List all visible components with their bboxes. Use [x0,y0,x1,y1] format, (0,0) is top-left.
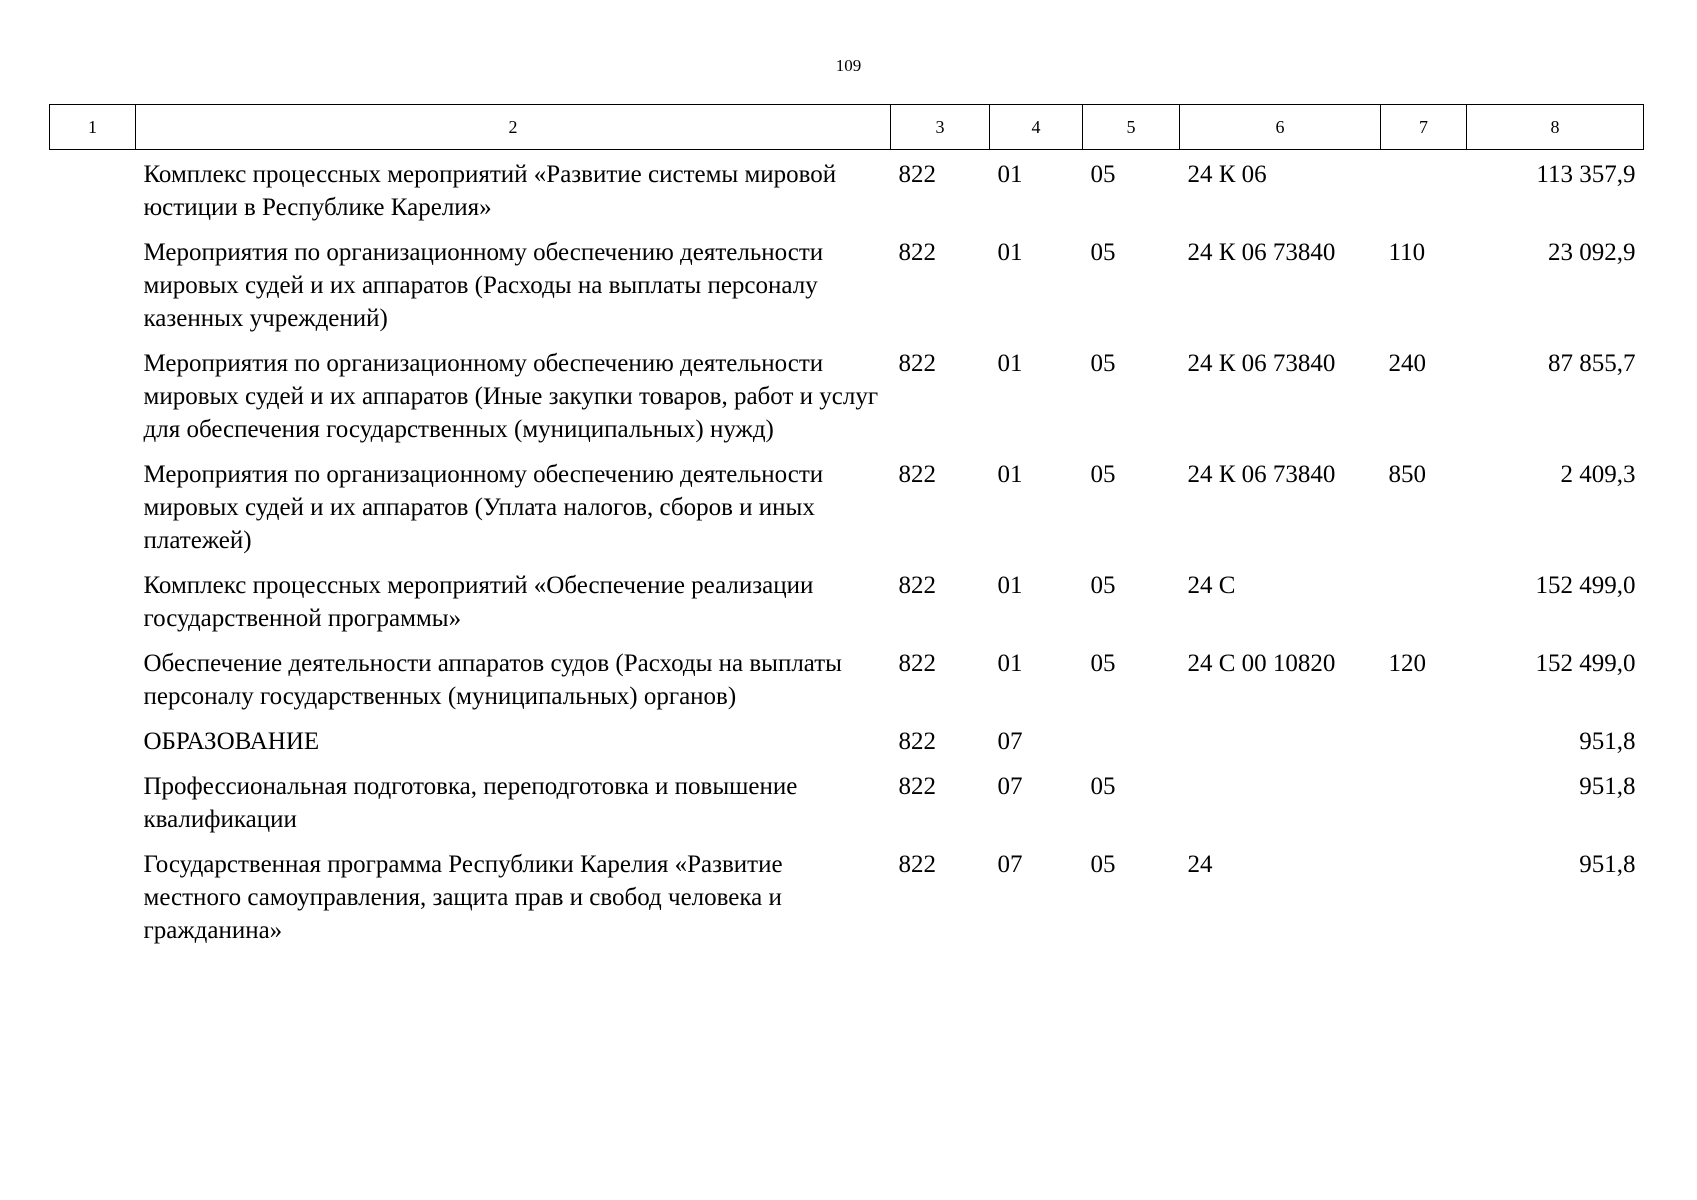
cell-name: Мероприятия по организационному обеспечению деятельности мировых судей и их аппаратов (Иные закупки товаров, работ и услуг для обеспечения государственных (муниципальных) нужд) [143,350,879,443]
cell-amount: 2 409,3 [1560,461,1636,488]
cell-target-article: 24 [1187,851,1213,878]
cell-expense-type [1381,842,1467,953]
cell-expense-type: 850 [1388,461,1426,488]
cell-expense-type: 240 [1388,350,1426,377]
cell-expense-type [1381,719,1467,764]
cell-target-article [1180,764,1381,842]
cell-subsection: 05 [1090,572,1116,599]
cell-name: Мероприятия по организационному обеспечению деятельности мировых судей и их аппаратов (Уплата налогов, сборов и иных платежей) [143,461,824,554]
cell-target-article: 24 К 06 [1187,161,1267,188]
column-header-3: 3 [891,105,990,150]
cell-number [50,764,136,842]
cell-section: 01 [997,572,1023,599]
cell-number [50,452,136,563]
cell-name: Государственная программа Республики Карелия «Развитие местного самоуправления, защита прав и свобод человека и гражданина» [143,851,783,944]
page-number: 109 [835,56,862,75]
cell-section: 07 [997,851,1023,878]
table-row [50,842,1644,953]
cell-ministry-code: 822 [898,161,936,188]
table-row [50,150,1644,231]
cell-amount: 152 499,0 [1535,572,1636,599]
cell-section: 07 [997,773,1023,800]
cell-subsection [1083,719,1180,764]
cell-ministry-code: 822 [898,650,936,677]
column-header-5: 5 [1083,105,1180,150]
cell-expense-type [1381,563,1467,641]
cell-amount: 23 092,9 [1548,239,1636,266]
cell-number [50,563,136,641]
cell-ministry-code: 822 [898,239,936,266]
cell-amount: 951,8 [1579,728,1636,755]
cell-target-article: 24 К 06 73840 [1187,350,1336,377]
cell-target-article: 24 С [1187,572,1236,599]
cell-expense-type [1381,150,1467,231]
column-header-1: 1 [50,105,136,150]
cell-amount: 951,8 [1579,851,1636,878]
cell-number [50,230,136,341]
cell-number [50,341,136,452]
cell-section: 01 [997,239,1023,266]
cell-section: 01 [997,650,1023,677]
cell-name: ОБРАЗОВАНИЕ [143,728,320,755]
cell-ministry-code: 822 [898,461,936,488]
cell-expense-type: 110 [1388,239,1426,266]
budget-table [49,104,1644,953]
header-row [50,105,1644,150]
cell-target-article: 24 К 06 73840 [1187,239,1336,266]
cell-subsection: 05 [1090,650,1116,677]
cell-ministry-code: 822 [898,728,936,755]
cell-name: Мероприятия по организационному обеспечению деятельности мировых судей и их аппаратов (Расходы на выплаты персоналу казенных учреждений) [143,239,824,332]
cell-amount: 152 499,0 [1535,650,1636,677]
table-row [50,563,1644,641]
table-row [50,641,1644,719]
column-header-4: 4 [990,105,1083,150]
cell-subsection: 05 [1090,161,1116,188]
cell-section: 07 [997,728,1023,755]
cell-ministry-code: 822 [898,572,936,599]
table-row [50,230,1644,341]
cell-target-article [1180,719,1381,764]
cell-target-article: 24 К 06 73840 [1187,461,1336,488]
cell-ministry-code: 822 [898,773,936,800]
cell-amount: 113 357,9 [1536,161,1636,188]
column-header-8: 8 [1467,105,1644,150]
cell-name: Обеспечение деятельности аппаратов судов (Расходы на выплаты персоналу государственных (муниципальных) органов) [143,650,842,710]
cell-subsection: 05 [1090,851,1116,878]
column-header-2: 2 [136,105,891,150]
cell-number [50,641,136,719]
cell-subsection: 05 [1090,350,1116,377]
cell-expense-type [1381,764,1467,842]
cell-target-article: 24 С 00 10820 [1187,650,1336,677]
cell-amount: 951,8 [1579,773,1636,800]
cell-section: 01 [997,161,1023,188]
column-header-7: 7 [1381,105,1467,150]
table-row [50,719,1644,764]
cell-expense-type: 120 [1388,650,1426,677]
cell-section: 01 [997,350,1023,377]
cell-amount: 87 855,7 [1548,350,1636,377]
table-row [50,452,1644,563]
table-row [50,341,1644,452]
cell-number [50,150,136,231]
cell-number [50,842,136,953]
cell-name: Комплекс процессных мероприятий «Развитие системы мировой юстиции в Республике Карелия» [143,161,837,221]
cell-name: Профессиональная подготовка, переподготовка и повышение квалификации [143,773,798,833]
cell-subsection: 05 [1090,461,1116,488]
cell-ministry-code: 822 [898,350,936,377]
table-row [50,764,1644,842]
cell-section: 01 [997,461,1023,488]
cell-number [50,719,136,764]
cell-subsection: 05 [1090,239,1116,266]
column-header-6: 6 [1180,105,1381,150]
cell-subsection: 05 [1090,773,1116,800]
cell-name: Комплекс процессных мероприятий «Обеспечение реализации государственной программы» [143,572,814,632]
cell-ministry-code: 822 [898,851,936,878]
